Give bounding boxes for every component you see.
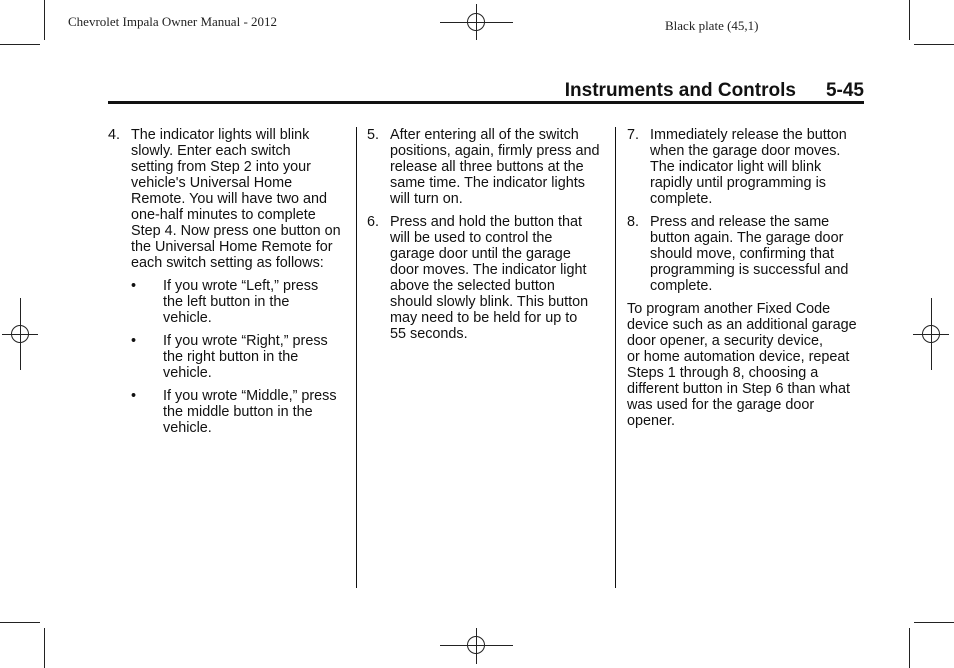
column-1 xyxy=(108,127,346,443)
plate-label: Black plate (45,1) xyxy=(665,18,759,33)
step-6 xyxy=(367,214,607,342)
list-item xyxy=(131,278,346,326)
bullet-text: If you wrote “Right,” press the right button in the vehicle. xyxy=(163,333,328,381)
crop-mark xyxy=(44,0,45,40)
column-divider xyxy=(356,127,357,588)
step-number: 4. xyxy=(108,127,121,143)
column-2 xyxy=(367,127,607,349)
list-item xyxy=(131,388,346,436)
crop-mark xyxy=(914,44,954,45)
step-text: Press and release the same button again. The garage door should move, confirming that programming is successful and complete. xyxy=(650,214,849,294)
crop-mark xyxy=(0,44,40,45)
step-text: The indicator lights will blink slowly. Enter each switch setting from Step 2 into your vehicle's Universal Home Remote. You will have two and one-half minutes to complete Step 4. Now press one button on the Universal Home Remote for each switch setting as follows: xyxy=(131,127,341,271)
step-5 xyxy=(367,127,607,207)
crop-mark xyxy=(909,628,910,668)
bullet-text: If you wrote “Middle,” press the middle button in the vehicle. xyxy=(163,388,337,436)
column-divider xyxy=(615,127,616,588)
step-7 xyxy=(627,127,865,207)
step-number: 7. xyxy=(627,127,640,143)
step-number: 5. xyxy=(367,127,380,143)
manual-title: Chevrolet Impala Owner Manual - 2012 xyxy=(68,14,278,29)
crop-mark xyxy=(914,622,954,623)
step-number: 6. xyxy=(367,214,380,230)
header-rule xyxy=(108,101,864,104)
crop-mark xyxy=(44,628,45,668)
step-text: Immediately release the button when the garage door moves. The indicator light will blink rapidly until programming is complete. xyxy=(650,127,847,207)
column-3 xyxy=(627,127,865,429)
step-number: 8. xyxy=(627,214,640,230)
crop-mark xyxy=(0,622,40,623)
bullet-glyph: • xyxy=(131,278,137,294)
bullet-glyph: • xyxy=(131,333,137,349)
bullet-list xyxy=(131,278,346,436)
crop-mark xyxy=(909,0,910,40)
step-text: Press and hold the button that will be used to control the garage door until the garage door moves. The indicator light above the selected button should slowly blink. This button may need to be held for up to 55 seconds. xyxy=(390,214,589,342)
body-paragraph: To program another Fixed Code device such as an additional garage door opener, a security device, or home automation device, repeat Steps 1 through 8, choosing a different button in Step 6 than what was used for the garage door opener. xyxy=(627,301,857,429)
section-heading xyxy=(565,80,864,102)
step-4 xyxy=(108,127,346,271)
list-item xyxy=(131,333,346,381)
section-title: Instruments and Controls xyxy=(564,80,796,101)
step-text: After entering all of the switch positions, again, firmly press and release all three buttons at the same time. The indicator lights will turn on. xyxy=(390,127,600,207)
bullet-text: If you wrote “Left,” press the left button in the vehicle. xyxy=(163,278,319,326)
step-8 xyxy=(627,214,865,294)
bullet-glyph: • xyxy=(131,388,137,404)
page-number: 5-45 xyxy=(825,80,864,101)
